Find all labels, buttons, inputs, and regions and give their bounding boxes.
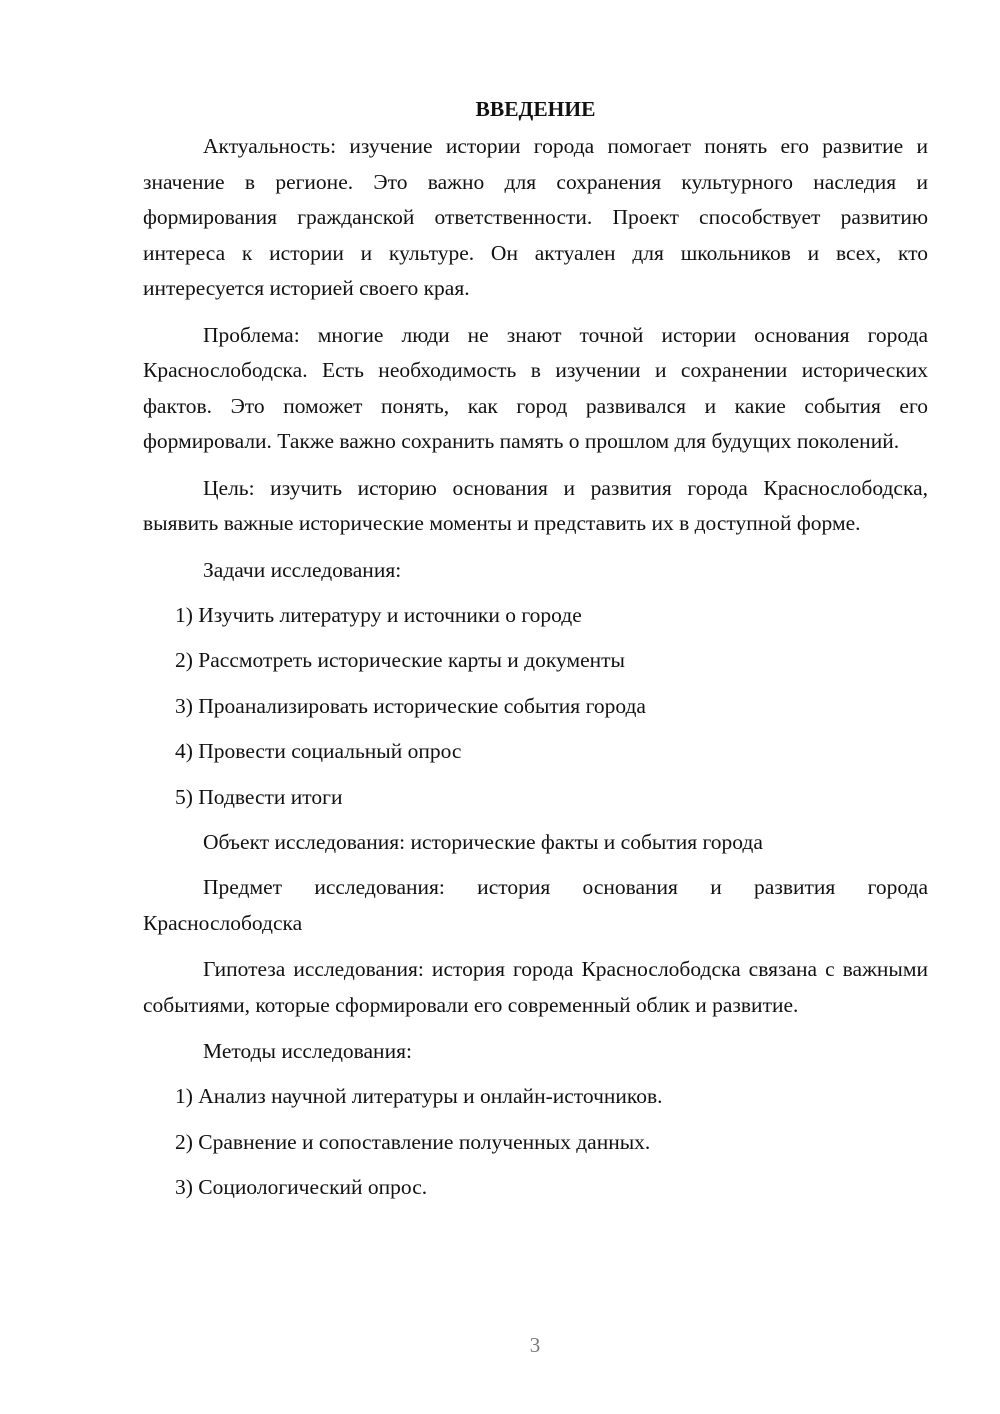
methods-list [143,1079,928,1205]
page-content [143,92,928,1216]
problem-paragraph: Проблема: многие люди не знают точной истории основания города Краснослободска. Есть необходимость в изучении и сохранении исторических фактов. Это поможет понять, как город развивался и какие события его формировали. Также важно сохранить память о прошлом для будущих поколений. [143,322,928,453]
object-paragraph: Объект исследования: исторические факты и события города [203,830,763,854]
task-item: 1) Изучить литературу и источники о городе [175,602,582,627]
subject-paragraph: Предмет исследования: история основания и развития города Краснослободска [143,875,928,935]
methods-heading: Методы исследования: [203,1039,412,1063]
section-title: ВВЕДЕНИЕ [475,97,596,121]
hypothesis-paragraph: Гипотеза исследования: история города Краснослободска связана с важными событиями, которые сформировали его современный облик и развитие. [143,957,928,1017]
method-item: 2) Сравнение и сопоставление полученных данных. [175,1129,651,1154]
page-number: 3 [529,1333,541,1357]
goal-paragraph: Цель: изучить историю основания и развития города Краснослободска, выявить важные исторические моменты и представить их в доступной форме. [143,475,928,535]
task-item: 2) Рассмотреть исторические карты и документы [175,648,625,672]
tasks-heading: Задачи исследования: [203,557,402,582]
task-item: 4) Провести социальный опрос [175,739,462,763]
task-item: 3) Проанализировать исторические события города [175,693,646,718]
method-item: 1) Анализ научной литературы и онлайн-источников. [175,1084,663,1108]
method-item: 3) Социологический опрос. [175,1175,428,1199]
task-item: 5) Подвести итоги [175,784,343,809]
relevance-paragraph: Актуальность: изучение истории города помогает понять его развитие и значение в регионе. Это важно для сохранения культурного наследия и формирования гражданской ответственности. Проект способствует развитию интереса к истории и культуре. Он актуален для школьников и всех, кто интересуется историей своего края. [143,134,928,300]
tasks-list [143,598,928,815]
